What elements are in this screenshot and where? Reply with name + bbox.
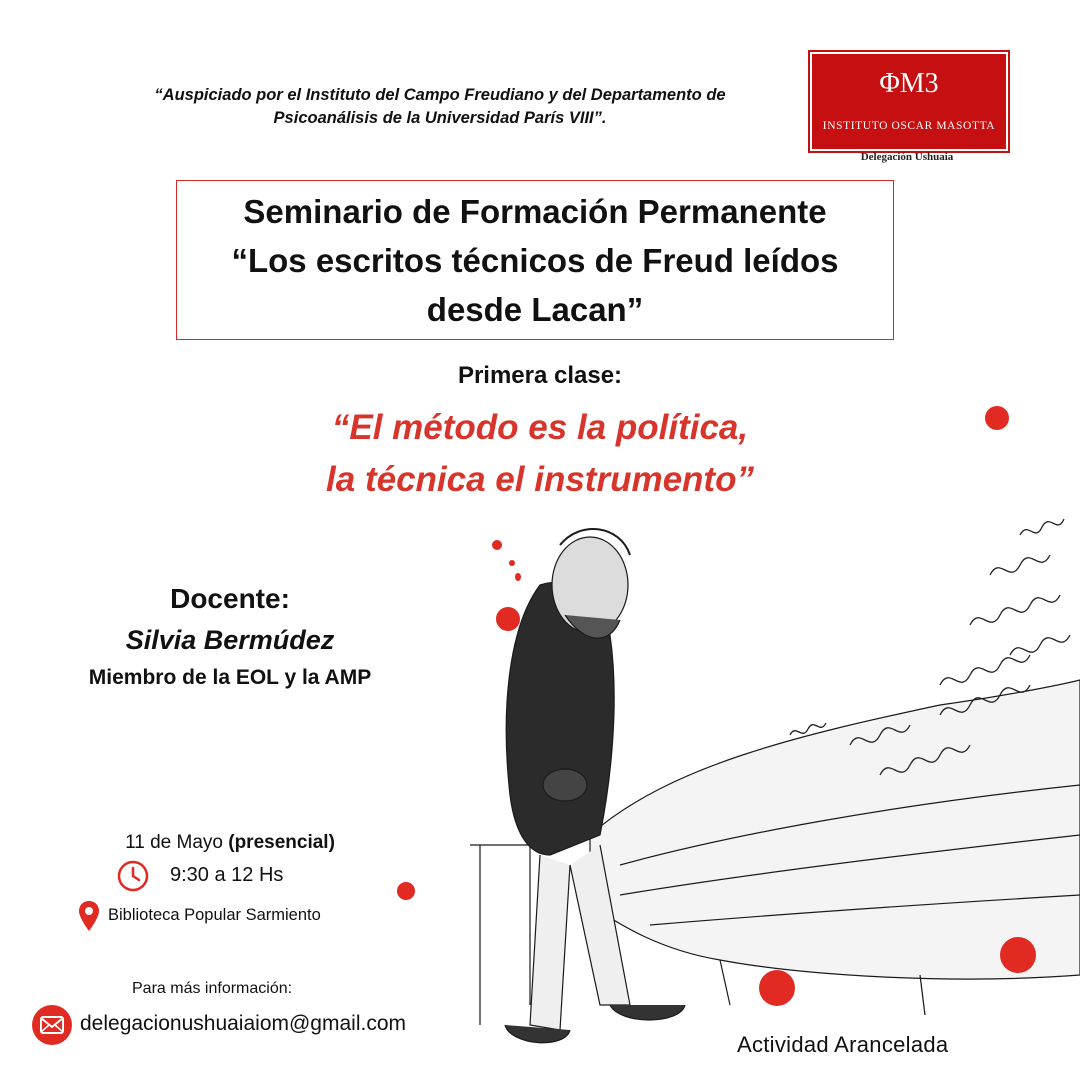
- red-dot-decor: [509, 560, 515, 566]
- event-date: [100, 832, 360, 854]
- seminar-title-box: [176, 180, 894, 340]
- seminar-title-line-2: “Los escritos técnicos de Freud leídos: [231, 242, 839, 279]
- event-time: 9:30 a 12 Hs: [170, 864, 284, 886]
- contact-email[interactable]: delegacionushuaiaiom@gmail.com: [80, 1012, 406, 1035]
- quote-line-1: “El método es la política,: [331, 408, 749, 447]
- red-dot-decor: [515, 573, 521, 581]
- docente-heading: Docente:: [170, 583, 290, 614]
- logo-symbol: ΦM3: [879, 68, 939, 99]
- institute-logo: [810, 52, 1008, 151]
- clock-icon: [116, 859, 150, 893]
- event-place: Biblioteca Popular Sarmiento: [108, 906, 321, 924]
- info-label: Para más información:: [132, 980, 293, 997]
- class-label: Primera clase:: [457, 362, 623, 389]
- red-dot-decor: [985, 406, 1009, 430]
- envelope-icon: [31, 1004, 73, 1046]
- logo-subtitle: Delegación Ushuaia: [860, 151, 954, 163]
- docente-name: Silvia Bermúdez: [125, 625, 335, 655]
- red-dot-decor: [496, 607, 520, 631]
- seminar-title-line-1: Seminario de Formación Permanente: [243, 193, 827, 230]
- sponsor-line-2: Psicoanálisis de la Universidad París VIII”.: [273, 109, 607, 127]
- seminar-title-line-3: desde Lacan”: [426, 291, 644, 328]
- location-pin-icon: [78, 900, 100, 932]
- event-mode: (presencial): [228, 832, 335, 853]
- logo-name: INSTITUTO OSCAR MASOTTA: [822, 120, 996, 132]
- sponsor-text: [90, 84, 790, 130]
- red-dot-decor: [1000, 937, 1036, 973]
- docente-role: Miembro de la EOL y la AMP: [88, 666, 372, 689]
- event-date-text: 11 de Mayo: [125, 832, 223, 853]
- quote-line-2: la técnica el instrumento”: [326, 460, 754, 499]
- sponsor-line-1: “Auspiciado por el Instituto del Campo Freudiano y del Departamento de: [154, 86, 726, 104]
- fee-note: Actividad Arancelada: [737, 1032, 949, 1057]
- red-dot-decor: [397, 882, 415, 900]
- red-dot-decor: [492, 540, 502, 550]
- red-dot-decor: [759, 970, 795, 1006]
